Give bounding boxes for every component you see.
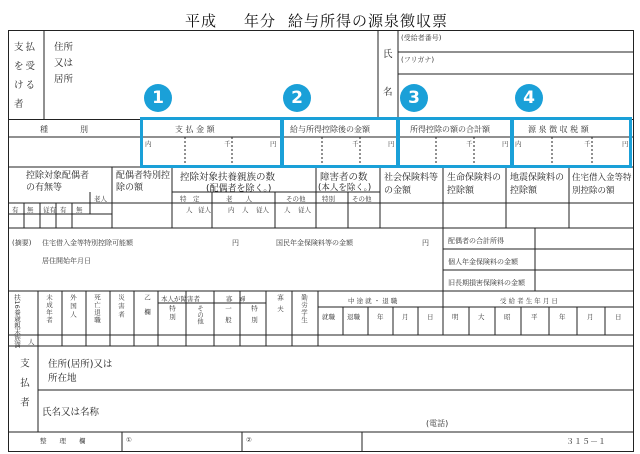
- disabled-sub-2: その他: [352, 195, 372, 203]
- col-payment-amount: 支 払 金 額: [175, 125, 215, 134]
- en-4: 円: [622, 140, 629, 148]
- dep-person-6: 人: [284, 206, 291, 214]
- memo-label: 整 理 欄: [40, 437, 86, 445]
- form-code: ３１５－１: [566, 437, 606, 446]
- en-1: 円: [270, 140, 277, 148]
- sen-4: 千: [584, 140, 591, 148]
- recipient-id-label: (受給者番号): [401, 34, 442, 42]
- housing-loan-label: 住宅借入金等特別控除の額: [572, 173, 632, 196]
- status-col-3: 外国人: [69, 294, 77, 320]
- move-in-label: 居住開始年月日: [42, 257, 91, 265]
- memo-circle-1: ①: [126, 436, 132, 444]
- marker-1: 1: [144, 84, 172, 112]
- social-insurance-label: 社会保険料等の金額: [384, 173, 439, 196]
- address-label: 住所又は居所: [54, 42, 74, 85]
- status-col-widower: 寡夫: [276, 294, 284, 317]
- self-disabled-label: 本人が障害者: [161, 295, 200, 303]
- marker-2: 2: [283, 84, 311, 112]
- quake-insurance-label: 地震保険料の控除額: [510, 173, 565, 196]
- sen-3: 千: [466, 140, 473, 148]
- title-year: 年分: [244, 12, 277, 30]
- spouse-sub-5: 無: [76, 206, 83, 214]
- status-col-1: 扶16養歳親未族満: [13, 294, 21, 348]
- sen-2: 千: [352, 140, 359, 148]
- memo-circle-2: ②: [246, 436, 252, 444]
- personal-pension-label: 個人年金保険料の金額: [448, 258, 518, 266]
- dependents-note: (配偶者を除く。): [206, 184, 272, 194]
- life-insurance-label: 生命保険料の控除額: [447, 173, 502, 196]
- inner-1: 内: [145, 140, 152, 148]
- title-era: 平成: [185, 12, 218, 30]
- birth-col-6: 月: [587, 313, 594, 321]
- disabled-note: (本人を除く。): [318, 183, 372, 193]
- col-income-after-deduction: 給与所得控除後の金額: [290, 125, 370, 134]
- remarks-label: (摘要): [12, 239, 32, 247]
- dep-person-5: 従人: [256, 206, 269, 214]
- birth-col-1: 明: [452, 313, 459, 321]
- col-total-deductions: 所得控除の額の合計額: [410, 125, 490, 134]
- status-person: 人: [28, 338, 35, 346]
- mid-col-2: 退職: [347, 313, 360, 321]
- birth-label: 受 給 者 生 年 月 日: [500, 297, 558, 305]
- disabled-label: 障害者の数: [320, 172, 368, 183]
- birth-col-5: 年: [559, 313, 566, 321]
- payer-name-label: 氏名又は名称: [42, 407, 100, 418]
- birth-col-7: 日: [615, 313, 622, 321]
- spouse-sub-2: 無: [27, 206, 34, 214]
- dep-sub-2: 老 人: [226, 195, 252, 203]
- status-col-2: 未成年者: [45, 294, 53, 324]
- spouse-special-label: 配偶者特別控除の額: [116, 171, 171, 193]
- status-general: 一般: [224, 305, 232, 328]
- mid-col-4: 月: [402, 313, 409, 321]
- highlight-withholding-tax: [510, 117, 632, 168]
- dependents-label: 控除対象扶養親族の数: [180, 172, 276, 183]
- housing-max-label: 住宅借入金等特別控除可能額: [42, 239, 133, 247]
- col-withholding-tax: 源 泉 徴 収 税 額: [528, 125, 589, 134]
- en-2: 円: [388, 140, 395, 148]
- page-title: 給与所得の源泉徴収票: [288, 12, 449, 30]
- name-label-2: 名: [383, 87, 393, 98]
- dep-person-2: 従人: [198, 206, 211, 214]
- status-col-4: 死亡退職: [93, 294, 101, 324]
- mid-col-3: 年: [377, 313, 384, 321]
- mid-col-5: 日: [427, 313, 434, 321]
- status-special-widow: 特別: [250, 305, 258, 328]
- dep-person-4: 人: [242, 206, 249, 214]
- dep-person-1: 人: [186, 206, 193, 214]
- status-other: その他: [196, 305, 204, 325]
- midyear-label: 中 途 就 ・ 退 職: [348, 297, 398, 305]
- name-label-1: 氏: [383, 49, 393, 60]
- sen-1: 千: [224, 140, 231, 148]
- birth-col-2: 大: [478, 313, 485, 321]
- spouse-label: 控除対象配偶者の有無等: [26, 171, 90, 193]
- dep-person-3: 内: [228, 206, 235, 214]
- disabled-sub-1: 特別: [322, 195, 335, 203]
- spouse-income-label: 配偶者の合計所得: [448, 237, 504, 245]
- widow-label: 寡 婦: [226, 295, 246, 303]
- en-3: 円: [502, 140, 509, 148]
- national-pension-en: 円: [422, 239, 429, 247]
- marker-3: 3: [400, 84, 428, 112]
- housing-max-en: 円: [232, 239, 239, 247]
- status-col-student: 勤労学生: [300, 294, 308, 324]
- status-col-6: 乙欄: [143, 294, 151, 323]
- highlight-income-after-deduction: [280, 117, 400, 168]
- payer-address-label: 住所(居所)又は所在地: [48, 359, 113, 384]
- spouse-sub-3: 従有: [43, 206, 56, 214]
- recipient-label: 支払を受ける者: [14, 42, 38, 110]
- payer-label: 支払者: [18, 358, 29, 417]
- national-pension-label: 国民年金保険料等の金額: [276, 239, 353, 247]
- dep-person-7: 従人: [298, 206, 311, 214]
- birth-col-4: 平: [531, 313, 538, 321]
- elder-label: 老人: [94, 195, 107, 203]
- kana-label: (フリガナ): [401, 56, 435, 64]
- spouse-sub-1: 有: [12, 206, 19, 214]
- birth-col-3: 昭: [504, 313, 511, 321]
- dep-sub-1: 特 定: [180, 195, 200, 203]
- type-label: 種 別: [40, 125, 88, 134]
- highlight-total-deductions: [396, 117, 514, 168]
- marker-4: 4: [515, 84, 543, 112]
- inner-4: 内: [515, 140, 522, 148]
- phone-label: (電話): [426, 419, 449, 428]
- status-col-5: 災害者: [117, 294, 125, 320]
- mid-col-1: 就職: [322, 313, 335, 321]
- dep-sub-3: その他: [286, 195, 306, 203]
- spouse-sub-4: 有: [60, 206, 67, 214]
- old-insurance-label: 旧長期損害保険料の金額: [448, 279, 525, 287]
- status-special: 特別: [168, 305, 176, 322]
- highlight-payment-amount: [140, 117, 284, 168]
